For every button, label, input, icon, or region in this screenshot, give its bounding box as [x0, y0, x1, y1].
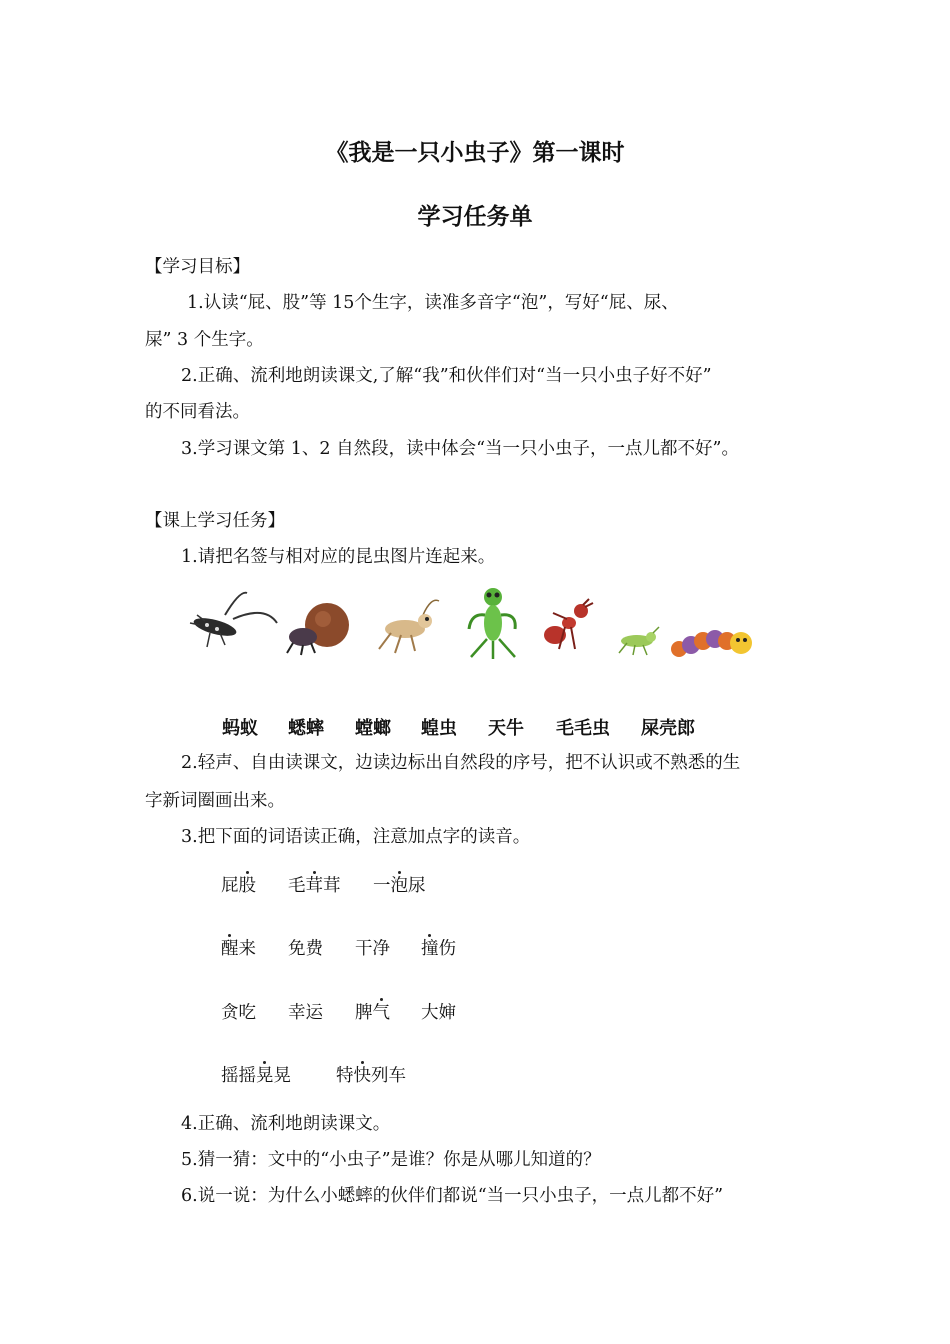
dotted-char: 撞 [421, 939, 439, 959]
dotted-char: 醒 [221, 939, 239, 959]
word-char: 尿 [408, 876, 426, 896]
dotted-char: 泡 [390, 876, 408, 896]
word-char: 屁 [221, 876, 239, 896]
word-xingyun: 幸运 [288, 1003, 323, 1023]
objective-3: 3.学习课文第 1、2 自然段，读中体会“当一只小虫子，一点儿都不好”。 [181, 439, 739, 459]
task-4: 4.正确、流利地朗读课文。 [181, 1114, 391, 1134]
grasshopper-image [615, 625, 661, 657]
label-locust: 蝗虫 [421, 718, 457, 739]
dotted-char: 晃 [256, 1066, 274, 1086]
word-char: 伤 [438, 939, 456, 959]
task-1: 1.请把名签与相对应的昆虫图片连起来。 [181, 547, 496, 567]
word-ganjing: 干净 [355, 939, 390, 959]
word-zhuangshang [421, 937, 456, 961]
caterpillar-image [669, 623, 757, 663]
task-2-line2: 字新词圈画出来。 [145, 791, 285, 811]
objective-2-line1: 2.正确、流利地朗读课文,了解“我”和伙伴们对“当一只小虫子好不好” [181, 366, 712, 386]
label-longhorn-beetle: 天牛 [488, 718, 524, 739]
task-3: 3.把下面的词语读正确，注意加点字的读音。 [181, 827, 531, 847]
ant-image [541, 597, 595, 655]
cricket-image [373, 595, 445, 657]
objective-1-line1: 1.认读“屁、股”等 15个生字，读准多音字“泡”，写好“屁、尿、 [187, 293, 679, 313]
word-char: 茸 [323, 876, 341, 896]
word-tekuailieche [336, 1064, 406, 1088]
word-char: 来 [238, 939, 256, 959]
word-char: 列车 [371, 1066, 406, 1086]
label-ant: 蚂蚁 [222, 718, 258, 739]
page-subtitle: 学习任务单 [417, 204, 533, 230]
word-tanchi: 贪吃 [221, 1003, 256, 1023]
word-maorongrong [288, 874, 341, 898]
page-title: 《我是一只小虫子》第一课时 [325, 140, 625, 166]
word-char: 脾 [355, 1003, 373, 1023]
tasks-heading: 【课上学习任务】 [145, 511, 285, 531]
word-xinglai [221, 937, 256, 961]
word-yipaoniao [373, 874, 426, 898]
dotted-char: 气 [372, 1003, 390, 1023]
objectives-heading: 【学习目标】 [145, 257, 250, 277]
word-mianfei: 免费 [288, 939, 323, 959]
label-caterpillar: 毛毛虫 [556, 718, 610, 739]
dotted-char: 快 [353, 1066, 371, 1086]
task-2-line1: 2.轻声、自由读课文，边读边标出自然段的序号，把不认识或不熟悉的生 [181, 753, 741, 773]
dung-beetle-image [283, 593, 355, 657]
objective-1-line2: 屎” 3 个生字。 [145, 330, 264, 350]
objective-2-line2: 的不同看法。 [145, 402, 250, 422]
dotted-char: 茸 [305, 876, 323, 896]
word-char: 摇摇 [221, 1066, 256, 1086]
word-char: 特 [336, 1066, 354, 1086]
word-pigu [221, 874, 256, 898]
word-char: 一 [373, 876, 391, 896]
label-dung-beetle: 屎壳郎 [641, 718, 695, 739]
task-6: 6.说一说：为什么小蟋蟀的伙伴们都说“当一只小虫子，一点儿都不好” [181, 1186, 724, 1206]
label-mantis: 螳螂 [355, 718, 391, 739]
task-5: 5.猜一猜：文中的“小虫子”是谁？你是从哪儿知道的？ [181, 1150, 601, 1170]
label-cricket: 蟋蟀 [288, 718, 324, 739]
word-char: 晃 [273, 1066, 291, 1086]
long-horned-beetle-image [185, 585, 280, 655]
word-yaoyaohuanghuang [221, 1064, 291, 1088]
word-piqi [355, 1001, 390, 1025]
dotted-char: 股 [238, 876, 256, 896]
mantis-image [457, 585, 527, 661]
word-dashen: 大婶 [421, 1003, 456, 1023]
insect-images [185, 585, 760, 665]
word-char: 毛 [288, 876, 306, 896]
